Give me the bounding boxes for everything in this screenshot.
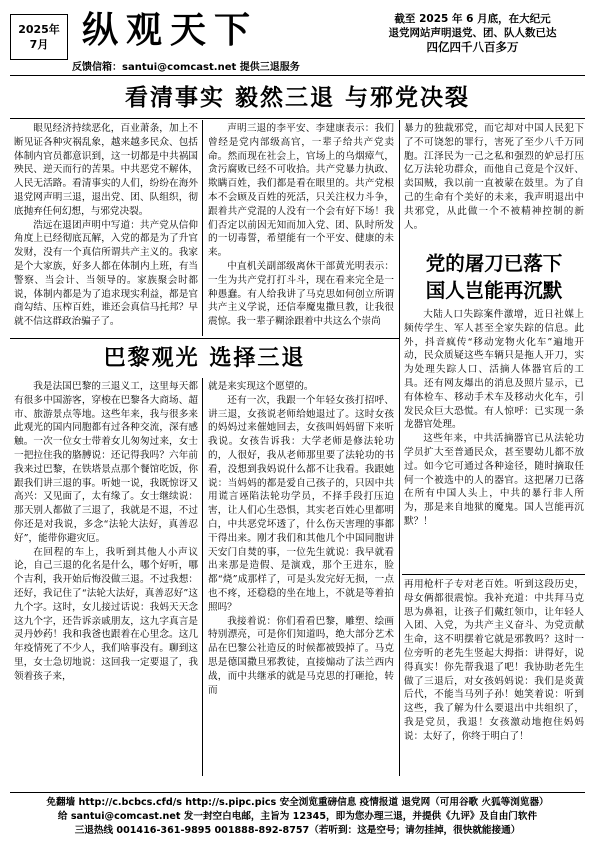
article2-title: 巴黎观光 选择三退 [103, 346, 306, 371]
column-divider [202, 120, 203, 336]
withdrawal-statement [360, 12, 585, 54]
article3-para: 大陆人口失踪案件激增，近日社媒上频传学生、军人甚至全家失踪的信息。此外，抖音疯传“移动宠物火化车”遍地开动，民众质疑这些车辆只是拖人开刀，实为处理失踪人口、活摘人体器官后的工具。还有网友爆出的消息及照片显示，已有体检车、移动手术车及移动火化车，引发民众巨大恐慌。有人惊呼：已实现一条龙器官处理。 [404, 309, 584, 431]
section-divider [10, 338, 399, 339]
issue-year: 2025年 [18, 23, 60, 36]
article3-title-line-1: 党的屠刀已落下 [425, 252, 563, 275]
article1-column-2 [208, 122, 394, 334]
masthead-title: 纵观天下 [82, 10, 259, 51]
article1-col2-para: 声明三退的李平安、李建康表示：我们曾经是党内部级高官，一辈子给共产党卖命。然而现在社会上，官场上的乌烟瘴气，贪污腐败已经不可收拾。共产党暴力执政、欺瞒百姓，我们都是看在眼里的。共产党根本不会顾及百姓的死活，只关注权力斗争，跟着共产党混的人没有一个会有好下场！我们否定以前因无知而加入党、团、队时所发的一切毒誓，希望能有一个平安、健康的未来。 [208, 123, 394, 259]
section-divider [402, 574, 585, 575]
column-divider [399, 120, 400, 776]
article1-col2-para: 中直机关副部级离休干部黄光明表示：一生为共产党打打斗斗，现在看来完全是一种愚蠢。有人给我讲了马克思如何创立所谓共产主义学说，还信奉魔鬼撒旦教，让我很震惊。我一辈子糊涂跟着中共这么个崇尚 [208, 260, 394, 328]
statement-line-2: 退党网站声明退党、团、队人数已达 [388, 27, 557, 39]
contact-email: 反馈信箱：santui@comcast.net 提供三退服务 [72, 62, 300, 73]
article2-col3-para: 再用枪杆子专对老百姓。听到这段历史，母女俩都很震惊。我补充道：中共拜马克思为鼻祖，让孩子们戴红领巾，让年轻人入团、入党，为共产主义奋斗、为党贡献生命，这不明摆着它就是邪教吗？这时一位旁听的老先生竖起大拇指：讲得好，说得真实！你先帮我退了吧！我协助老先生做了三退后，对女孩妈妈说：我们是炎黄后代，不能当马列子孙！她笑着说：听到这些，我了解为什么要退出中共组织了，我是党员，我退！女孩激动地抱住妈妈说：太好了，你终于明白了！ [404, 579, 584, 742]
article1-column-3 [404, 122, 584, 248]
article3-title [402, 250, 586, 304]
footer-line-1: 免翻墙 http://c.bcbcs.cfd/s http://s.pipc.pics 安全浏览重磅信息 疫情报道 退党网（可用谷歌 火狐等浏览器） [46, 797, 549, 808]
article2-col1-para: 在回程的车上，我听到其他人小声议论，自己三退的化名是什么，哪个好听，哪个吉利，我开始后悔没做三退。不过我想：还好，我记住了“法轮大法好，真善忍好”这九个字。这时，女儿接过话说：我妈天天念这九个字，还告诉亲戚朋友，这九字真言是灵丹妙药！我和我爸也跟着在心里念。这几年疫情死了不少人，我们啥事没有。聊到这里，女士急切地说：这回我一定要退了，我领着孩子来， [14, 546, 198, 682]
article3-para: 这些年来，中共活摘器官已从法轮功学员扩大至普通民众，甚至婴幼儿都不放过。如今它可通过各种途径，随时摘取任何一个被选中的人的器官。这把屠刀已落在所有中国人头上，中共的暴行非人所为，那是来自地狱的魔鬼。国人岂能再沉默？！ [404, 433, 584, 527]
article3-title-line-2: 国人岂能再沉默 [425, 279, 563, 302]
article1-column-1 [14, 122, 198, 334]
article2-col1-para: 我是法国巴黎的三退义工，这里每天都有很多中国游客，穿梭在巴黎各大商场、超市、旅游景点等地。这些年来，我与很多来此观光的国内同胞都有过各种交流，深有感触。一次一位女士带着女儿匆匆过来，女士一把拉住我的胳膊说：还记得我吗？六年前我来过巴黎，在铁塔景点那个餐馆吃饭，你跟我们讲三退的事。听她一说，我既惊讶又高兴：又见面了，太有缘了。女士继续说：那天别人都做了三退了，我就是不退，不过你还是对我说，多念“法轮大法好，真善忍好”，能带你避灾厄。 [14, 381, 198, 544]
statement-line-1: 截至 2025 年 6 月底，在大纪元 [394, 13, 551, 25]
article1-col1-para: 眼见经济持续恶化，百业萧条，加上不断见证各种灾祸乱象，越来越多民众、包括体制内官员都意识到，这一切都是中共祸国殃民、逆天而行的苦果。中共恶党不解体，人民无活路。看清事实的人们，纷纷在海外退党网声明三退，退出党、团、队组织，彻底抛弃任何幻想，与邪党决裂。 [14, 123, 198, 217]
footer [10, 796, 585, 838]
article2-column-2 [208, 380, 394, 774]
article1-col1-para: 浩远在退团声明中写道：共产党从信仰角度上已经彻底瓦解，入党的都是为了升官发财，没有一个真信所谓共产主义的。我家是个大家族，好多人都在体制内上班，有当警察、当会计、当领导的。家族聚会时都说，体制内都是为了追求现实利益，都是官商勾结、压榨百姓，谁还会真信马托邦？早就不信这群政治骗子了。 [14, 219, 198, 328]
footer-line-2: 给 santui@comcast.net 发一封空白电邮，主旨为 12345，即为您办理三退，并提供《九评》及自由门软件 [57, 811, 538, 822]
article2-col2-para: 就是来实现这个愿望的。 [208, 381, 314, 392]
statement-count: 四亿四千八百多万 [426, 40, 519, 54]
article1-col3-para: 暴力的独裁邪党，而它却对中国人民犯下了不可饶恕的罪行，害死了至少八千万同胞。江泽民为一己之私和强烈的妒忌打压亿万法轮功群众，而他自己竟是个汉奸、卖国贼，我以前一直被蒙在鼓里。为了自己的生命有个美好的未来，我声明退出中共邪党，从此做一个不被精神控制的新人。 [404, 123, 584, 231]
issue-date-box [10, 14, 68, 60]
top-rule [10, 75, 585, 76]
article2-column-1 [14, 380, 198, 774]
article2-col2-para: 我接着说：你们看看巴黎，雕塑、绘画特别漂亮，可是你们知道吗，绝大部分艺术品在巴黎公社造反的时候都被毁掉了。马克思是德国撒旦邪教徒，直接煽动了法兰西内战，而中共继承的就是马克思的打砸抢，转而 [208, 615, 394, 696]
headline-rule [10, 118, 585, 119]
column-divider [202, 378, 203, 776]
footer-line-3: 三退热线 001416-361-9895 001888-892-8757（若听到：这是空号；请勿挂掉，很快就能接通） [74, 825, 521, 836]
footer-rule [10, 792, 585, 793]
issue-month: 7月 [29, 38, 49, 51]
main-headline: 看清事实 毅然三退 与邪党决裂 [124, 85, 470, 111]
article3-body [404, 308, 584, 564]
article2-col2-para: 还有一次，我跟一个年轻女孩打招呼、讲三退，女孩说老师给她退过了。这时女孩的妈妈过来催她回去，女孩叫妈妈留下来听我说。女孩告诉我：大学老师是修法轮功的，人很好，我从老师那里要了法轮功的书看，没想到我妈说什么都不让我看。我跟她说：当妈妈的都是爱自己孩子的，只因中共用谎言诬陷法轮功学员，不择手段打压迫害，让人们心生恐惧，其实老百姓心里都明白，中共恶党坏透了，什么伤天害理的事都干得出来。刚才我们和其他几个中国同胞讲天安门自焚的事，一位先生就说：我早就看出来那是造假、是演戏，那个王进东，脸都“烧”成那样了，可是头发完好无损，一点也不疼，还稳稳的坐在地上，不就是等着拍照吗？ [208, 394, 394, 613]
article2-column-3 [404, 578, 584, 774]
